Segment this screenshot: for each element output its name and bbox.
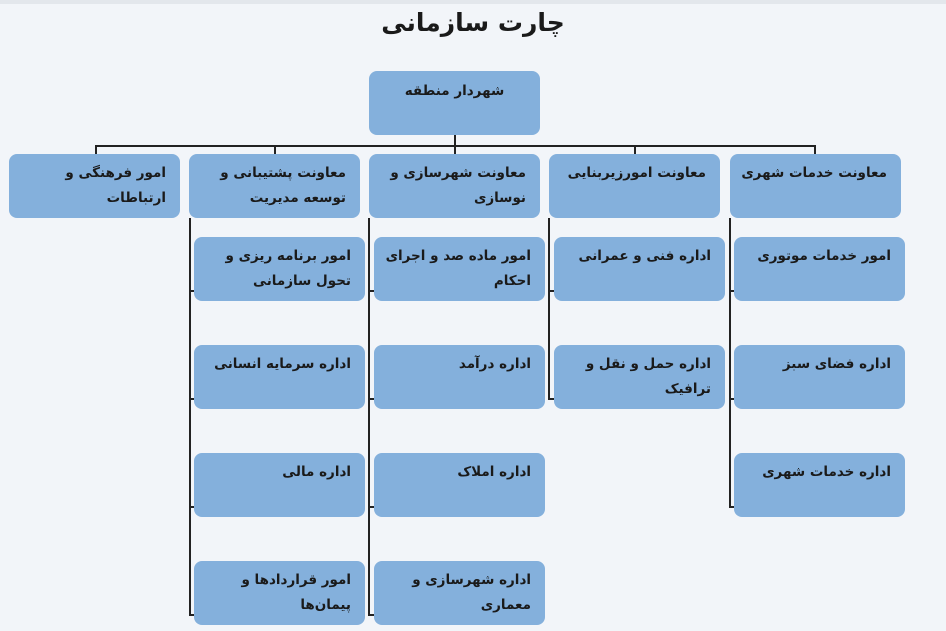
spine-infrastructure xyxy=(548,218,550,400)
unit-services-green: اداره فضای سبز xyxy=(734,345,905,409)
unit-support-planning: امور برنامه ریزی و تحول سازمانی xyxy=(194,237,365,301)
drop-urban xyxy=(454,145,456,154)
drop-culture xyxy=(95,145,97,154)
deputy-support: معاونت پشتیبانی و توسعه مدیریت xyxy=(189,154,360,218)
unit-urban-article100: امور ماده صد و اجرای احکام xyxy=(374,237,545,301)
spine-support xyxy=(189,218,191,616)
unit-urban-property: اداره املاک xyxy=(374,453,545,517)
spine-urban xyxy=(368,218,370,616)
drop-services xyxy=(814,145,816,154)
root-box: شهردار منطقه xyxy=(369,71,540,135)
top-bar xyxy=(0,0,946,4)
deputy-services: معاونت خدمات شهری xyxy=(730,154,901,218)
deputy-culture: امور فرهنگی و ارتباطات xyxy=(9,154,180,218)
deputy-urban: معاونت شهرسازی و نوسازی xyxy=(369,154,540,218)
unit-services-city: اداره خدمات شهری xyxy=(734,453,905,517)
unit-urban-architecture: اداره شهرسازی و معماری xyxy=(374,561,545,625)
unit-urban-revenue: اداره درآمد xyxy=(374,345,545,409)
page-title: چارت سازمانی xyxy=(381,8,565,37)
unit-services-motor: امور خدمات موتوری xyxy=(734,237,905,301)
drop-infrastructure xyxy=(634,145,636,154)
spine-services xyxy=(729,218,731,508)
unit-infra-technical: اداره فنی و عمرانی xyxy=(554,237,725,301)
deputy-infrastructure: معاونت امورزیربنایی xyxy=(549,154,720,218)
drop-support xyxy=(274,145,276,154)
unit-support-contracts: امور قراردادها و پیمان‌ها xyxy=(194,561,365,625)
unit-support-hr: اداره سرمایه انسانی xyxy=(194,345,365,409)
unit-infra-traffic: اداره حمل و نقل و ترافیک xyxy=(554,345,725,409)
unit-support-finance: اداره مالی xyxy=(194,453,365,517)
